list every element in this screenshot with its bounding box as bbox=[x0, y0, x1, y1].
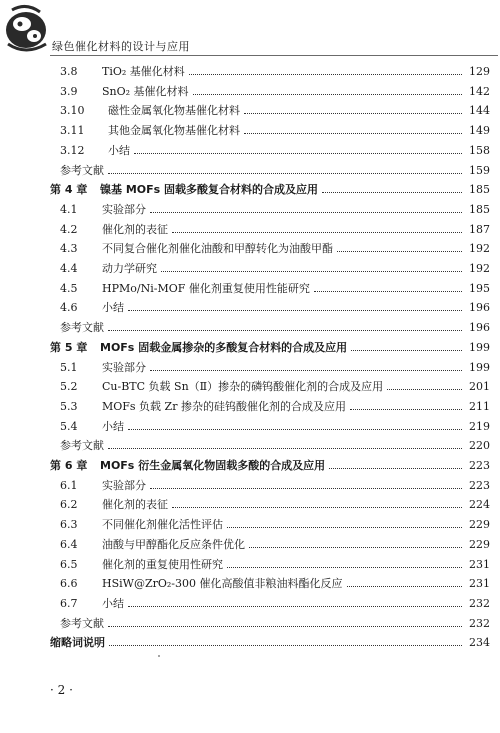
toc-references-entry[interactable] bbox=[50, 614, 490, 634]
toc-entry-number: 6.7 bbox=[60, 596, 78, 610]
toc-entry-number: 3.10 bbox=[60, 104, 85, 118]
toc-entry-title: 参考文献 bbox=[60, 616, 104, 630]
header-rule bbox=[50, 55, 498, 56]
toc-entry-title: MOFs 负载 Zr 掺杂的硅钨酸催化剂的合成及应用 bbox=[102, 399, 346, 413]
toc-entry-title: 小结 bbox=[102, 596, 124, 610]
toc-section-entry[interactable] bbox=[50, 259, 490, 279]
toc-entry-page: 232 bbox=[469, 616, 490, 630]
toc-chapter-entry[interactable] bbox=[50, 180, 490, 200]
toc-section-entry[interactable] bbox=[50, 495, 490, 515]
toc-section-entry[interactable] bbox=[50, 417, 490, 437]
toc-entry-title: 其他金属氧化物基催化材料 bbox=[108, 124, 240, 138]
toc-entry-page: 158 bbox=[469, 143, 490, 157]
toc-entry-title: 催化剂的表征 bbox=[102, 498, 168, 512]
toc-leader-dots bbox=[227, 526, 462, 528]
toc-leader-dots bbox=[314, 290, 462, 292]
toc-section-entry[interactable] bbox=[50, 535, 490, 555]
toc-leader-dots bbox=[172, 231, 462, 233]
toc-entry-title: MOFs 固载金属掺杂的多酸复合材料的合成及应用 bbox=[100, 340, 348, 354]
toc-entry-number: 3.11 bbox=[60, 124, 85, 138]
toc-entry-title: 参考文献 bbox=[60, 321, 104, 335]
toc-entry-title: SnO₂ 基催化材料 bbox=[102, 84, 189, 98]
book-logo-icon bbox=[2, 0, 52, 56]
toc-leader-dots bbox=[108, 625, 462, 627]
toc-entry-title: 小结 bbox=[102, 419, 124, 433]
toc-entry-page: 219 bbox=[469, 419, 490, 433]
toc-references-entry[interactable] bbox=[50, 318, 490, 338]
toc-entry-number: 6.6 bbox=[60, 577, 78, 591]
toc-entry-page: 220 bbox=[469, 439, 490, 453]
toc-leader-dots bbox=[108, 329, 462, 331]
toc-entry-title: 缩略词说明 bbox=[50, 636, 105, 650]
toc-entry-title: 不同复合催化剂催化油酸和甲醇转化为油酸甲酯 bbox=[102, 242, 333, 256]
toc-entry-title: 催化剂的重复使用性研究 bbox=[102, 557, 223, 571]
toc-leader-dots bbox=[347, 585, 463, 587]
toc-entry-page: 231 bbox=[469, 557, 490, 571]
toc-entry-page: 142 bbox=[469, 84, 490, 98]
toc-entry-page: 229 bbox=[469, 518, 490, 532]
toc-leader-dots bbox=[244, 112, 462, 114]
toc-entry-number: 6.3 bbox=[60, 518, 78, 532]
toc-entry-number: 4.2 bbox=[60, 222, 78, 236]
toc-entry-number: 4.3 bbox=[60, 242, 78, 256]
toc-entry-title: 不同催化剂催化活性评估 bbox=[102, 518, 223, 532]
toc-section-entry[interactable] bbox=[50, 101, 490, 121]
toc-section-entry[interactable] bbox=[50, 279, 490, 299]
toc-entry-page: 185 bbox=[469, 202, 490, 216]
toc-entry-title: HPMo/Ni-MOF 催化剂重复使用性能研究 bbox=[102, 281, 310, 295]
toc-leader-dots bbox=[337, 250, 462, 252]
toc-entry-page: 229 bbox=[469, 537, 490, 551]
toc-entry-title: 催化剂的表征 bbox=[102, 222, 168, 236]
toc-entry-number: 第 6 章 bbox=[50, 459, 88, 472]
toc-entry-number: 4.4 bbox=[60, 262, 78, 275]
toc-leader-dots bbox=[172, 506, 462, 508]
toc-entry-number: 第 4 章 bbox=[50, 183, 88, 197]
toc-entry-number: 3.9 bbox=[60, 84, 78, 98]
toc-section-entry[interactable] bbox=[50, 82, 490, 102]
toc-section-entry[interactable] bbox=[50, 358, 490, 378]
toc-leader-dots bbox=[108, 172, 462, 174]
toc-leader-dots bbox=[128, 428, 462, 430]
toc-leader-dots bbox=[150, 369, 462, 371]
toc-leader-dots bbox=[387, 388, 462, 390]
toc-entry-title: 小结 bbox=[108, 143, 130, 157]
toc-leader-dots bbox=[150, 211, 462, 213]
toc-leader-dots bbox=[134, 152, 462, 154]
toc-section-entry[interactable] bbox=[50, 574, 490, 594]
toc-entry-page: 192 bbox=[469, 242, 490, 256]
toc-entry-page: 196 bbox=[469, 321, 490, 335]
toc-entry-page: 185 bbox=[469, 183, 490, 197]
toc-leader-dots bbox=[109, 644, 462, 646]
toc-entry-page: 187 bbox=[469, 222, 490, 236]
toc-entry-page: 223 bbox=[469, 459, 490, 472]
toc-entry-title: 实验部分 bbox=[102, 360, 146, 374]
running-header bbox=[0, 0, 500, 62]
toc-chapter-entry[interactable] bbox=[50, 456, 490, 476]
toc-entry-title: TiO₂ 基催化材料 bbox=[102, 65, 185, 78]
toc-leader-dots bbox=[161, 270, 462, 272]
toc-entry-title: 小结 bbox=[102, 301, 124, 315]
toc-section-entry[interactable] bbox=[50, 200, 490, 220]
toc-leader-dots bbox=[193, 93, 462, 95]
toc-entry-page: 223 bbox=[469, 478, 490, 492]
toc-section-entry[interactable] bbox=[50, 141, 490, 161]
print-speck bbox=[158, 655, 160, 657]
toc-section-entry[interactable] bbox=[50, 476, 490, 496]
toc-entry-page: 232 bbox=[469, 596, 490, 610]
toc-entry-number: 3.8 bbox=[60, 65, 78, 78]
toc-entry-number: 6.2 bbox=[60, 498, 78, 512]
toc-entry-number: 第 5 章 bbox=[50, 340, 88, 354]
toc-leader-dots bbox=[351, 349, 462, 351]
toc-backmatter-entry[interactable] bbox=[50, 633, 490, 653]
toc-entry-number: 4.6 bbox=[60, 301, 78, 315]
toc-entry-page: 224 bbox=[469, 498, 490, 512]
toc-leader-dots bbox=[329, 467, 462, 469]
toc-entry-page: 231 bbox=[469, 577, 490, 591]
toc-entry-page: 196 bbox=[469, 301, 490, 315]
toc-references-entry[interactable] bbox=[50, 436, 490, 456]
toc-section-entry[interactable] bbox=[50, 62, 490, 82]
toc-section-entry[interactable] bbox=[50, 377, 490, 397]
toc-entry-page: 149 bbox=[469, 124, 490, 138]
toc-section-entry[interactable] bbox=[50, 121, 490, 141]
toc-entry-title: 磁性金属氧化物基催化材料 bbox=[108, 104, 240, 118]
toc-entry-page: 159 bbox=[469, 163, 490, 177]
toc-leader-dots bbox=[108, 447, 462, 449]
toc-leader-dots bbox=[322, 191, 462, 193]
toc-entry-title: 参考文献 bbox=[60, 163, 104, 177]
toc-leader-dots bbox=[128, 309, 462, 311]
toc-entry-page: 234 bbox=[469, 636, 490, 650]
toc-section-entry[interactable] bbox=[50, 594, 490, 614]
toc-entry-page: 144 bbox=[469, 104, 490, 118]
toc-entry-number: 6.1 bbox=[60, 478, 78, 492]
toc-entry-title: 实验部分 bbox=[102, 478, 146, 492]
toc-entry-page: 195 bbox=[469, 281, 490, 295]
toc-entry-number: 5.4 bbox=[60, 419, 78, 433]
toc-entry-title: 油酸与甲醇酯化反应条件优化 bbox=[102, 537, 245, 551]
toc-section-entry[interactable] bbox=[50, 239, 490, 259]
toc-entry-title: HSiW@ZrO₂-300 催化高酸值非粮油料酯化反应 bbox=[102, 577, 343, 591]
toc-references-entry[interactable] bbox=[50, 161, 490, 181]
toc-entry-number: 5.1 bbox=[60, 360, 78, 374]
toc-section-entry[interactable] bbox=[50, 555, 490, 575]
toc-section-entry[interactable] bbox=[50, 397, 490, 417]
toc-entry-title: Cu-BTC 负载 Sn（Ⅱ）掺杂的磷钨酸催化剂的合成及应用 bbox=[102, 380, 384, 394]
toc-entry-page: 211 bbox=[469, 399, 490, 413]
toc-leader-dots bbox=[150, 487, 462, 489]
toc-entry-page: 129 bbox=[469, 65, 490, 78]
page-number: · 2 · bbox=[50, 683, 73, 697]
toc-leader-dots bbox=[350, 408, 462, 410]
toc-entry-number: 5.2 bbox=[60, 380, 78, 394]
toc-entry-title: 镍基 MOFs 固载多酸复合材料的合成及应用 bbox=[100, 183, 319, 197]
toc-entry-number: 6.4 bbox=[60, 537, 78, 551]
toc-leader-dots bbox=[128, 605, 462, 607]
toc-entry-page: 199 bbox=[469, 360, 490, 374]
toc-section-entry[interactable] bbox=[50, 220, 490, 240]
toc-entry-title: 实验部分 bbox=[102, 202, 146, 216]
toc-entry-page: 192 bbox=[469, 262, 490, 275]
toc-leader-dots bbox=[189, 73, 462, 75]
toc-entry-title: MOFs 衍生金属氧化物固载多酸的合成及应用 bbox=[100, 459, 326, 472]
toc-entry-number: 4.1 bbox=[60, 202, 78, 216]
toc-leader-dots bbox=[249, 546, 462, 548]
toc-section-entry[interactable] bbox=[50, 298, 490, 318]
toc-entry-title: 参考文献 bbox=[60, 439, 104, 453]
toc-entry-page: 201 bbox=[469, 380, 490, 394]
toc-section-entry[interactable] bbox=[50, 515, 490, 535]
toc-entry-number: 6.5 bbox=[60, 557, 78, 571]
toc-chapter-entry[interactable] bbox=[50, 338, 490, 358]
toc-entry-number: 5.3 bbox=[60, 399, 78, 413]
toc-entry-page: 199 bbox=[469, 340, 490, 354]
toc-leader-dots bbox=[227, 566, 462, 568]
book-title: 绿色催化材料的设计与应用 bbox=[52, 40, 190, 53]
toc-entry-number: 4.5 bbox=[60, 281, 78, 295]
toc-entry-number: 3.12 bbox=[60, 143, 85, 157]
toc-leader-dots bbox=[244, 132, 462, 134]
toc-entry-title: 动力学研究 bbox=[102, 262, 157, 275]
